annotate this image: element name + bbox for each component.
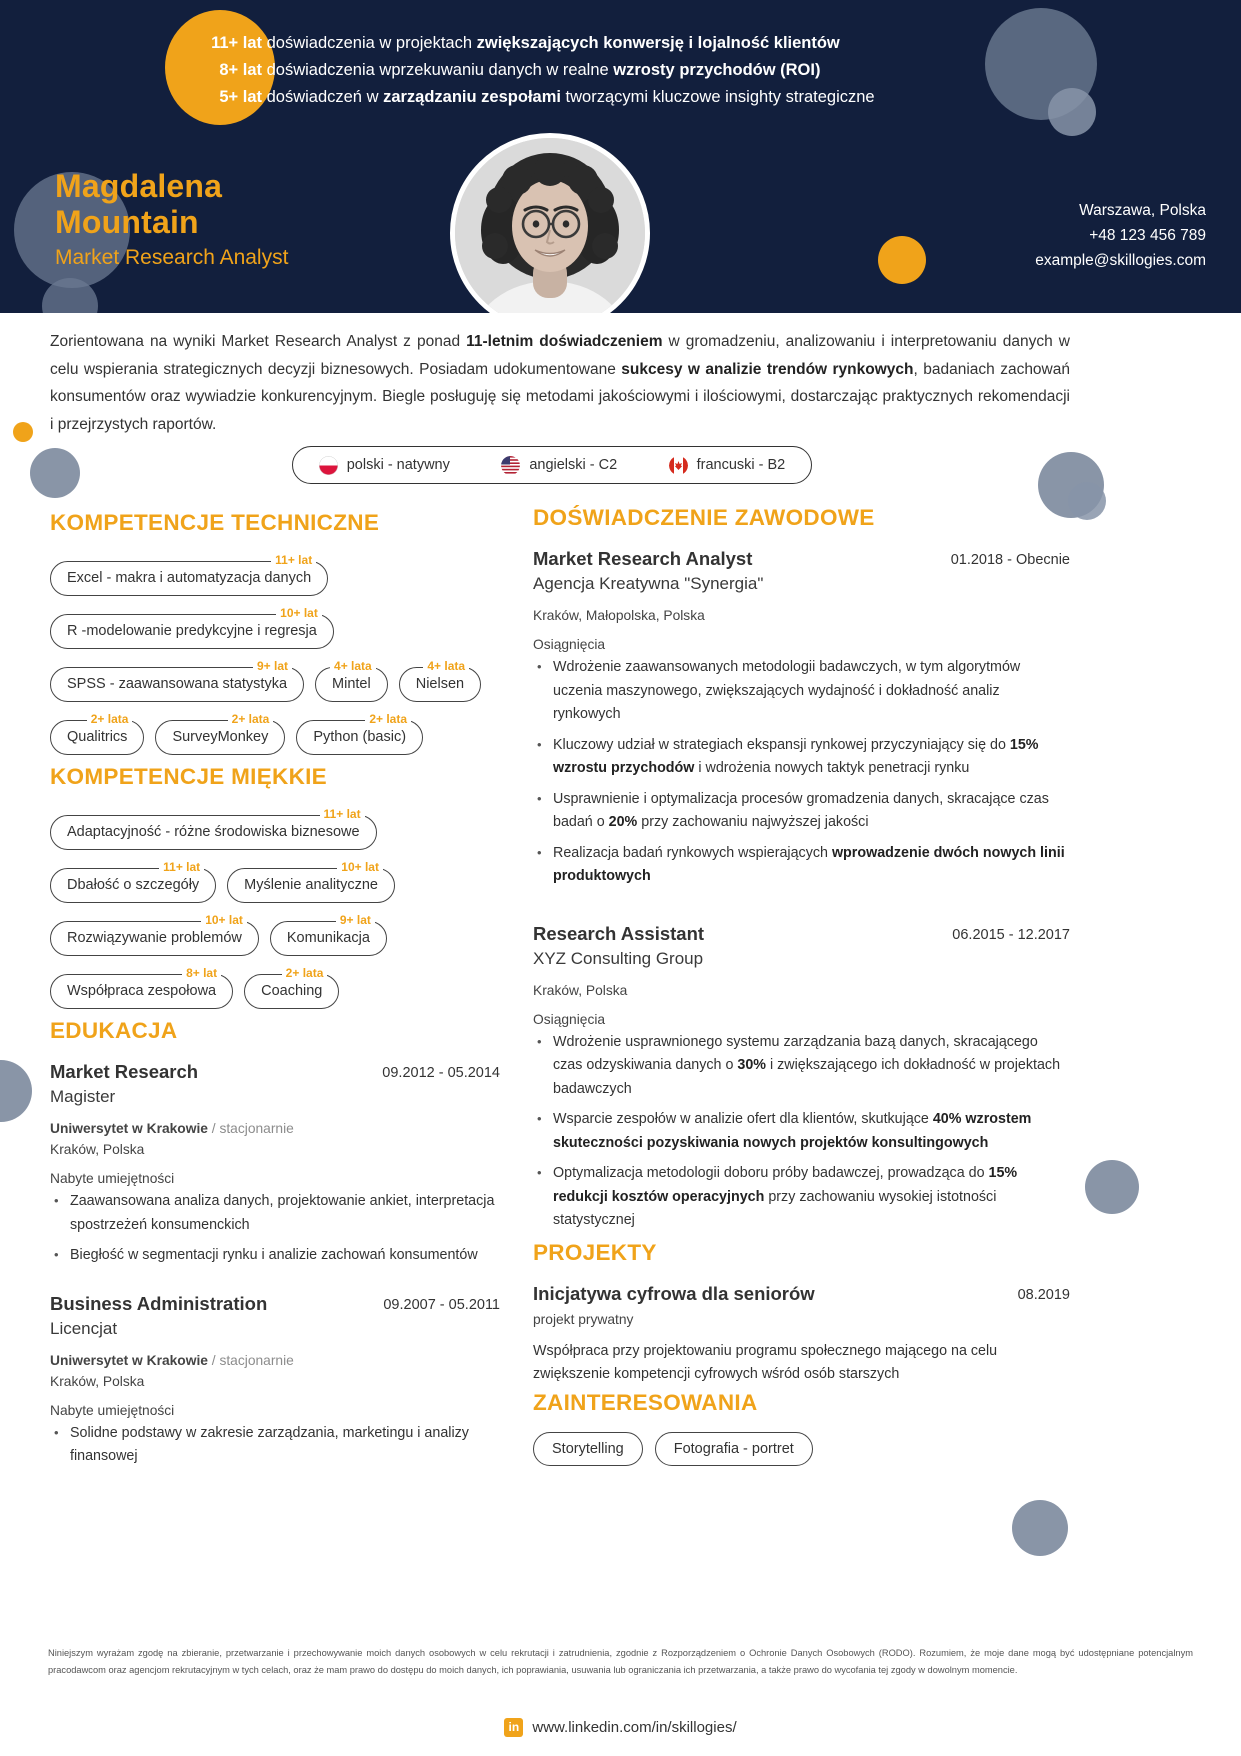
- skill-years: 2+ lata: [228, 712, 274, 726]
- skill-label: SPSS - zaawansowana statystyka: [67, 676, 288, 692]
- skill-pill[interactable]: [244, 966, 339, 1009]
- skill-label: Adaptacyjność - różne środowiska biznesowe: [67, 824, 360, 840]
- languages-bar: [292, 446, 812, 484]
- education-skills-label: Nabyte umiejętności: [50, 1171, 175, 1186]
- skill-years: 2+ lata: [365, 712, 411, 726]
- education-title: Market Research: [50, 1061, 199, 1082]
- experience-entry-head: [533, 547, 1070, 596]
- skill-pill[interactable]: [50, 913, 259, 956]
- skill-row: [50, 605, 500, 649]
- experience-location: Kraków, Małopolska, Polska: [533, 608, 705, 623]
- skill-pill[interactable]: [50, 606, 334, 649]
- education-school-line: [50, 1118, 500, 1160]
- experience-bullet: [533, 1031, 1070, 1102]
- summary-part-1: Zorientowana na wyniki Market Research Analyst z ponad: [50, 333, 467, 350]
- summary-bold-2: sukcesy w analizie trendów rynkowych: [621, 360, 914, 378]
- rodo-consent-text: Niniejszym wyrażam zgodę na zbieranie, przetwarzanie i przechowywanie moich danych osobowych w celu rekrutacji i zatrudnienia, zgodnie z Rozporządzeniem o Ochronie Danych Osobowych (RODO). Rozumiem, że moje dane mogą być udostępniane potencjalnym pracodawcom oraz agencjom rekrutacyjnym w tych celach, oraz że mam prawo do dostępu do moich danych, ich poprawiania, usuwania lub ograniczania ich przetwarzania, a także prawo do wycofania tej zgody w dowolnym momencie.: [48, 1648, 1193, 1675]
- stat-years: 5+ lat: [219, 88, 262, 106]
- canada-flag-icon: [669, 456, 688, 475]
- skill-label: Python (basic): [313, 729, 407, 745]
- education-bullet: • Solidne podstawy w zakresie zarządzania, marketingu i analizy finansowej: [50, 1422, 500, 1469]
- skill-years: 4+ lata: [330, 659, 376, 673]
- education-school: Uniwersytet w Krakowie: [50, 1352, 208, 1368]
- education-entry-head: [50, 1292, 500, 1341]
- language-label: francuski - B2: [696, 457, 786, 473]
- skill-years: 10+ lat: [337, 860, 383, 874]
- contact-location: Warszawa, Polska: [1079, 202, 1206, 219]
- bullet-text-bold: 15% redukcji kosztów operacyjnych: [553, 1165, 1018, 1205]
- experience-bullet: [533, 656, 1070, 727]
- contact-info: [1035, 198, 1206, 273]
- skill-pill[interactable]: [399, 659, 481, 702]
- education-skills-label: Nabyte umiejętności: [50, 1402, 175, 1418]
- skill-pill[interactable]: [50, 553, 328, 596]
- skill-pill[interactable]: [155, 712, 285, 755]
- section-title-technical-skills: KOMPETENCJE TECHNICZNE: [50, 510, 380, 535]
- header-stat-row: [200, 57, 960, 84]
- stat-text-before: doświadczenia wprzekuwaniu danych w realne: [266, 61, 614, 79]
- decorative-circle-right-grey-mid: [1085, 1160, 1139, 1214]
- skill-pill[interactable]: [315, 659, 388, 702]
- education-bullets: [50, 1422, 500, 1469]
- skill-years: 10+ lat: [201, 913, 247, 927]
- project-entry: [533, 1282, 1070, 1386]
- language-item-francuski: [669, 456, 786, 475]
- skill-label: Mintel: [332, 676, 371, 692]
- experience-title: Market Research Analyst: [533, 548, 753, 569]
- education-bullets: [50, 1190, 500, 1268]
- contact-phone[interactable]: +48 123 456 789: [1089, 227, 1206, 244]
- left-column: [50, 510, 500, 1476]
- usa-flag-icon: [501, 456, 520, 475]
- experience-entry-head: [533, 922, 1070, 971]
- stat-years: 11+ lat: [211, 34, 262, 52]
- skill-row: [50, 552, 500, 596]
- header: [0, 0, 1241, 313]
- education-city: Kraków, Polska: [50, 1373, 145, 1389]
- section-title-interests: ZAINTERESOWANIA: [533, 1389, 758, 1415]
- stat-text-after: tworzącymi kluczowe insighty strategiczne: [560, 88, 875, 106]
- education-school-mode: / stacjonarnie: [207, 1352, 294, 1368]
- education-date: 09.2012 - 05.2014: [382, 1065, 500, 1081]
- linkedin-url[interactable]: www.linkedin.com/in/skillogies/: [532, 1719, 737, 1736]
- bullet-text-a: Optymalizacja metodologii doboru próby badawczej, prowadząca do: [553, 1165, 989, 1181]
- skill-years: 2+ lata: [282, 966, 328, 980]
- education-date: 09.2007 - 05.2011: [383, 1296, 500, 1313]
- bullet-text-bold: 15% wzrostu przychodów: [553, 736, 1039, 776]
- skill-label: Qualitrics: [67, 729, 128, 745]
- skill-pill[interactable]: [50, 860, 216, 903]
- summary-bold-1: 11-letnim doświadczeniem: [466, 333, 663, 350]
- skill-years: 9+ lat: [253, 659, 292, 673]
- skill-row: [50, 658, 500, 702]
- skill-label: Dbałość o szczegóły: [67, 877, 200, 893]
- summary-part-2: w gromadzeniu, analizowaniu i interpretowaniu danych w celu wspierania strategicznych decyzji biznesowych. Posiadam udokumentowane: [50, 333, 1070, 378]
- stat-text-before: doświadczeń w: [266, 88, 384, 106]
- project-date: 08.2019: [1017, 1286, 1070, 1303]
- skill-pill[interactable]: [50, 966, 233, 1009]
- decorative-circle-left-orange: [13, 422, 33, 442]
- linkedin-row[interactable]: [0, 1718, 1241, 1737]
- decorative-circle-orange-email: [878, 236, 926, 284]
- stat-text-before: doświadczenia w projektach: [266, 34, 477, 52]
- section-title-experience: DOŚWIADCZENIE ZAWODOWE: [533, 505, 875, 530]
- education-school: Uniwersytet w Krakowie: [50, 1121, 208, 1136]
- decorative-circle-right-grey-top2: [1068, 482, 1106, 520]
- header-stats: [200, 30, 960, 111]
- language-label: polski - natywny: [346, 457, 450, 473]
- stat-years: 8+ lat: [219, 61, 262, 79]
- interests-list: [533, 1432, 1070, 1466]
- project-title: Inicjatywa cyfrowa dla seniorów: [533, 1282, 815, 1304]
- skill-label: Współpraca zespołowa: [67, 983, 217, 999]
- decorative-circle-left-grey: [30, 448, 80, 498]
- experience-company: Agencja Kreatywna "Synergia": [533, 574, 764, 593]
- summary-part-3: , badaniach zachowań konsumentów oraz wywiadzie konkurencyjnym. Biegle posługuję się metodami jakościowymi i ilościowymi, dostarczając praktycznych rekomendacji i przejrzystych raportów.: [50, 360, 1070, 433]
- skill-label: Myślenie analityczne: [244, 877, 378, 893]
- language-item-polski: [319, 456, 450, 475]
- experience-achievements-label: Osiągnięcia: [533, 637, 606, 652]
- technical-skills-list: [50, 552, 500, 755]
- interest-pill[interactable]: Storytelling: [533, 1432, 643, 1466]
- project-description: Współpraca przy projektowaniu programu społecznego mającego na celu zwiększenie kompetencji cyfrowych wśród osób starszych: [533, 1342, 998, 1382]
- interest-pill[interactable]: Fotografia - portret: [655, 1432, 813, 1466]
- first-name: Magdalena: [55, 168, 223, 204]
- skill-row: [50, 859, 500, 903]
- bullet-text-a: Usprawnienie i optymalizacja procesów gromadzenia danych, skracające czas badań o: [553, 790, 1049, 830]
- education-bullet: • Biegłość w segmentacji rynku i analizie zachowań konsumentów: [50, 1244, 500, 1268]
- experience-company: XYZ Consulting Group: [533, 948, 704, 968]
- education-school-mode: / stacjonarnie: [207, 1121, 294, 1136]
- experience-date: 01.2018 - Obecnie: [950, 552, 1070, 568]
- bullet-text-a: Wdrożenie zaawansowanych metodologii badawczych, w tym algorytmów uczenia maszynowego, zwiększających wydajność i dokładność analiz rynkowych: [553, 659, 1021, 722]
- poland-flag-icon: [319, 456, 338, 475]
- decorative-circle-left-grey-mid: [0, 1060, 32, 1122]
- bullet-text-c: i wdrożenia nowych taktyk penetracji rynku: [694, 760, 970, 776]
- bullet-text-a: Wsparcie zespołów w analizie ofert dla klientów, skutkujące: [553, 1111, 933, 1127]
- skill-label: Rozwiązywanie problemów: [67, 930, 242, 946]
- skill-row: [50, 912, 500, 956]
- header-stat-row: [200, 84, 960, 111]
- experience-entry: [533, 547, 1070, 889]
- skill-pill[interactable]: [50, 659, 304, 702]
- bullet-text-a: Realizacja badań rynkowych wspierających: [553, 844, 832, 861]
- skill-label: Komunikacja: [286, 930, 370, 946]
- skill-years: 10+ lat: [276, 606, 322, 620]
- skill-pill[interactable]: [227, 860, 395, 903]
- education-city: Kraków, Polska: [50, 1142, 145, 1157]
- job-role: Market Research Analyst: [55, 246, 289, 269]
- skill-row: [50, 806, 500, 850]
- stat-text-bold: zwiększających konwersję i lojalność klientów: [476, 34, 840, 52]
- education-school-line: [50, 1350, 500, 1392]
- education-entry-head: [50, 1060, 500, 1109]
- skill-years: 11+ lat: [320, 807, 365, 821]
- bullet-text-c: przy zachowaniu najwyższej jakości: [637, 814, 869, 830]
- experience-bullet: [533, 842, 1070, 889]
- skill-row: [50, 965, 500, 1009]
- section-title-soft-skills: KOMPETENCJE MIĘKKIE: [50, 764, 327, 789]
- decorative-circle-right-grey-bottom: [1012, 1500, 1068, 1556]
- bullet-text-c: przy zachowaniu wysokiej istotności statystycznej: [553, 1188, 997, 1228]
- skill-row: [50, 711, 500, 755]
- education-degree: Magister: [50, 1087, 116, 1106]
- language-label: angielski - C2: [529, 457, 618, 473]
- language-item-angielski: [501, 456, 617, 475]
- experience-bullets: [533, 656, 1070, 889]
- profile-photo: [450, 133, 650, 313]
- project-entry-head: [533, 1282, 1070, 1330]
- skill-years: 11+ lat: [271, 553, 316, 567]
- last-name: Mountain: [55, 204, 199, 240]
- section-title-education: EDUKACJA: [50, 1018, 178, 1043]
- right-column: [533, 505, 1070, 1466]
- bullet-text-a: Kluczowy udział w strategiach ekspansji rynkowej przyczyniający się do: [553, 736, 1010, 753]
- experience-bullet: [533, 734, 1070, 781]
- header-stat-row: [200, 30, 960, 57]
- skill-years: 8+ lat: [182, 966, 221, 980]
- skill-label: Coaching: [261, 983, 323, 999]
- skill-pill[interactable]: [50, 807, 377, 850]
- bullet-text-c: i zwiększającego ich dokładność w projektach badawczych: [553, 1057, 1061, 1097]
- education-title: Business Administration: [50, 1292, 268, 1314]
- skill-years: 4+ lata: [423, 659, 469, 673]
- bullet-text-bold: 30%: [737, 1057, 766, 1073]
- education-degree: Licencjat: [50, 1318, 118, 1338]
- project-subtitle: projekt prywatny: [533, 1311, 634, 1327]
- experience-bullet: [533, 1108, 1070, 1155]
- skill-years: 11+ lat: [159, 860, 204, 874]
- skill-pill[interactable]: [50, 712, 144, 755]
- decorative-circle-grey-right-small: [1048, 88, 1096, 136]
- section-title-projects: PROJEKTY: [533, 1239, 657, 1265]
- experience-date: 06.2015 - 12.2017: [952, 926, 1070, 943]
- stat-text-bold: zarządzaniu zespołami: [383, 88, 561, 106]
- linkedin-icon: in: [504, 1718, 523, 1737]
- education-entry: [50, 1292, 500, 1469]
- stat-text-bold: wzrosty przychodów (ROI): [613, 61, 821, 79]
- skill-pill[interactable]: [296, 712, 423, 755]
- experience-title: Research Assistant: [533, 922, 705, 944]
- skill-pill[interactable]: [270, 913, 387, 956]
- bullet-text-bold: 20%: [608, 814, 638, 830]
- summary-paragraph: [50, 328, 1070, 438]
- contact-email[interactable]: example@skillogies.com: [1035, 252, 1206, 269]
- experience-bullet: [533, 1162, 1070, 1233]
- skill-label: Excel - makra i automatyzacja danych: [67, 570, 312, 586]
- bullet-text-a: Wdrożenie usprawnionego systemu zarządzania bazą danych, skracającego czas odzyskiwania danych o: [553, 1033, 1038, 1073]
- education-bullet: • Zaawansowana analiza danych, projektowanie ankiet, interpretacja spostrzeżeń konsumenckich: [50, 1190, 500, 1237]
- skill-label: SurveyMonkey: [172, 729, 269, 745]
- skill-years: 9+ lat: [336, 913, 375, 927]
- experience-achievements-label: Osiągnięcia: [533, 1011, 606, 1027]
- bullet-text-bold: 40% wzrostem skuteczności pozyskiwania nowych projektów konsultingowych: [553, 1111, 1032, 1151]
- bullet-text-bold: wprowadzenie dwóch nowych linii produktowych: [553, 844, 1065, 884]
- experience-location: Kraków, Polska: [533, 982, 628, 998]
- experience-bullets: [533, 1031, 1070, 1233]
- education-entry: [50, 1060, 500, 1268]
- skill-label: Nielsen: [415, 676, 465, 692]
- name-block: [55, 168, 288, 273]
- skill-label: R -modelowanie predykcyjne i regresja: [67, 623, 317, 639]
- profile-photo-illustration: [455, 138, 645, 313]
- experience-bullet: [533, 788, 1070, 835]
- skill-years: 2+ lata: [87, 712, 133, 726]
- experience-entry: [533, 922, 1070, 1233]
- soft-skills-list: [50, 806, 500, 1009]
